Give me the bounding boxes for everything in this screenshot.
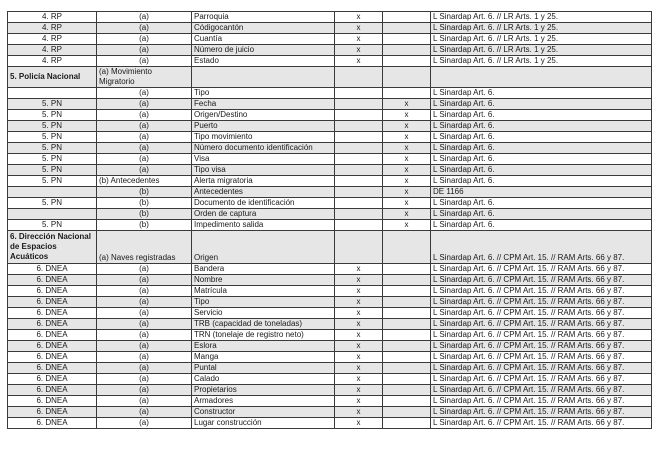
mark-cell-2 bbox=[383, 286, 431, 297]
table-row bbox=[8, 34, 652, 45]
table-row bbox=[8, 275, 652, 286]
subcategory-cell: (a) bbox=[97, 330, 192, 341]
institution-cell: 4. RP bbox=[8, 34, 97, 45]
mark-cell-2 bbox=[383, 319, 431, 330]
subcategory-cell: (a) bbox=[97, 143, 192, 154]
mark-cell-2: x bbox=[383, 110, 431, 121]
institution-cell: 5. PN bbox=[8, 110, 97, 121]
table-row bbox=[8, 374, 652, 385]
institution-cell: 5. PN bbox=[8, 143, 97, 154]
legal-basis-cell: L Sinardap Art. 6. // LR Arts. 1 y 25. bbox=[431, 12, 652, 23]
institution-cell: 6. DNEA bbox=[8, 363, 97, 374]
mark-cell-2 bbox=[383, 88, 431, 99]
field-name-cell: Puerto bbox=[192, 121, 335, 132]
legal-basis-cell: L Sinardap Art. 6. // CPM Art. 15. // RAM Arts. 66 y 87. bbox=[431, 330, 652, 341]
field-name-cell: Bandera bbox=[192, 264, 335, 275]
institution-cell: 6. DNEA bbox=[8, 374, 97, 385]
table-row bbox=[8, 165, 652, 176]
mark-cell-2 bbox=[383, 374, 431, 385]
legal-basis-cell: L Sinardap Art. 6. // LR Arts. 1 y 25. bbox=[431, 23, 652, 34]
subcategory-cell: (a) bbox=[97, 56, 192, 67]
mark-cell-1 bbox=[335, 165, 383, 176]
table-row bbox=[8, 396, 652, 407]
mark-cell-1 bbox=[335, 121, 383, 132]
field-name-cell: Tipo visa bbox=[192, 165, 335, 176]
field-name-cell: Origen bbox=[192, 231, 335, 264]
field-name-cell: Códigocantón bbox=[192, 23, 335, 34]
mark-cell-1 bbox=[335, 99, 383, 110]
institution-cell: 6. DNEA bbox=[8, 385, 97, 396]
mark-cell-2 bbox=[383, 56, 431, 67]
institution-cell: 6. DNEA bbox=[8, 418, 97, 429]
subcategory-cell: (a) Movimiento Migratorio bbox=[97, 67, 192, 88]
table-row bbox=[8, 45, 652, 56]
institution-cell: 6. DNEA bbox=[8, 407, 97, 418]
field-name-cell: Origen/Destino bbox=[192, 110, 335, 121]
subcategory-cell: (a) bbox=[97, 352, 192, 363]
mark-cell-1 bbox=[335, 187, 383, 198]
mark-cell-1: x bbox=[335, 330, 383, 341]
subcategory-cell: (a) Naves registradas bbox=[97, 231, 192, 264]
legal-basis-cell: L Sinardap Art. 6. // CPM Art. 15. // RAM Arts. 66 y 87. bbox=[431, 374, 652, 385]
table-row bbox=[8, 132, 652, 143]
subcategory-cell: (a) bbox=[97, 374, 192, 385]
institution-cell: 6. DNEA bbox=[8, 319, 97, 330]
mark-cell-2: x bbox=[383, 209, 431, 220]
table-row bbox=[8, 110, 652, 121]
legal-basis-cell: L Sinardap Art. 6. // CPM Art. 15. // RAM Arts. 66 y 87. bbox=[431, 418, 652, 429]
field-name-cell: Número documento identificación bbox=[192, 143, 335, 154]
institution-cell: 4. RP bbox=[8, 56, 97, 67]
field-name-cell bbox=[192, 67, 335, 88]
field-name-cell: Manga bbox=[192, 352, 335, 363]
field-name-cell: Puntal bbox=[192, 363, 335, 374]
mark-cell-2: x bbox=[383, 143, 431, 154]
table-row bbox=[8, 88, 652, 99]
legal-basis-cell: L Sinardap Art. 6. // CPM Art. 15. // RAM Arts. 66 y 87. bbox=[431, 275, 652, 286]
subcategory-cell: (a) bbox=[97, 34, 192, 45]
subcategory-cell: (a) bbox=[97, 341, 192, 352]
mark-cell-2: x bbox=[383, 220, 431, 231]
field-name-cell: Fecha bbox=[192, 99, 335, 110]
institution-cell: 5. PN bbox=[8, 176, 97, 187]
data-table bbox=[7, 11, 652, 429]
mark-cell-2 bbox=[383, 45, 431, 56]
field-name-cell: Tipo movimiento bbox=[192, 132, 335, 143]
table-row bbox=[8, 352, 652, 363]
table-row bbox=[8, 264, 652, 275]
legal-basis-cell: L Sinardap Art. 6. // CPM Art. 15. // RAM Arts. 66 y 87. bbox=[431, 341, 652, 352]
table-row bbox=[8, 319, 652, 330]
legal-basis-cell: L Sinardap Art. 6. bbox=[431, 165, 652, 176]
institution-cell: 6. DNEA bbox=[8, 275, 97, 286]
institution-cell: 6. DNEA bbox=[8, 341, 97, 352]
mark-cell-1: x bbox=[335, 56, 383, 67]
mark-cell-1: x bbox=[335, 286, 383, 297]
field-name-cell: Tipo bbox=[192, 297, 335, 308]
mark-cell-1 bbox=[335, 220, 383, 231]
field-name-cell: TRN (tonelaje de registro neto) bbox=[192, 330, 335, 341]
table-row bbox=[8, 330, 652, 341]
table-row bbox=[8, 99, 652, 110]
table-row bbox=[8, 143, 652, 154]
field-name-cell: Lugar construcción bbox=[192, 418, 335, 429]
field-name-cell: Eslora bbox=[192, 341, 335, 352]
table-row bbox=[8, 187, 652, 198]
legal-basis-cell: L Sinardap Art. 6. // CPM Art. 15. // RAM Arts. 66 y 87. bbox=[431, 396, 652, 407]
institution-cell: 5. PN bbox=[8, 121, 97, 132]
institution-cell: 4. RP bbox=[8, 45, 97, 56]
table-row bbox=[8, 407, 652, 418]
field-name-cell: TRB (capacidad de toneladas) bbox=[192, 319, 335, 330]
field-name-cell: Cuantía bbox=[192, 34, 335, 45]
institution-cell: 6. DNEA bbox=[8, 286, 97, 297]
table-row bbox=[8, 418, 652, 429]
mark-cell-1: x bbox=[335, 308, 383, 319]
mark-cell-2 bbox=[383, 418, 431, 429]
legal-basis-cell: L Sinardap Art. 6. // CPM Art. 15. // RAM Arts. 66 y 87. bbox=[431, 297, 652, 308]
table-row bbox=[8, 12, 652, 23]
subcategory-cell: (a) bbox=[97, 45, 192, 56]
mark-cell-2 bbox=[383, 23, 431, 34]
legal-basis-cell: L Sinardap Art. 6. // CPM Art. 15. // RAM Arts. 66 y 87. bbox=[431, 352, 652, 363]
table-row bbox=[8, 154, 652, 165]
mark-cell-1: x bbox=[335, 23, 383, 34]
institution-cell: 6. DNEA bbox=[8, 352, 97, 363]
legal-basis-cell: L Sinardap Art. 6. // CPM Art. 15. // RAM Arts. 66 y 87. bbox=[431, 231, 652, 264]
institution-cell: 5. PN bbox=[8, 165, 97, 176]
field-name-cell: Visa bbox=[192, 154, 335, 165]
institution-cell: 6. DNEA bbox=[8, 330, 97, 341]
legal-basis-cell: L Sinardap Art. 6. bbox=[431, 121, 652, 132]
mark-cell-1: x bbox=[335, 385, 383, 396]
mark-cell-2: x bbox=[383, 165, 431, 176]
subcategory-cell: (a) bbox=[97, 165, 192, 176]
institution-cell: 5. PN bbox=[8, 132, 97, 143]
mark-cell-1 bbox=[335, 198, 383, 209]
mark-cell-1: x bbox=[335, 363, 383, 374]
legal-basis-cell: L Sinardap Art. 6. // CPM Art. 15. // RAM Arts. 66 y 87. bbox=[431, 407, 652, 418]
subcategory-cell: (a) bbox=[97, 99, 192, 110]
field-name-cell: Propietarios bbox=[192, 385, 335, 396]
mark-cell-1: x bbox=[335, 34, 383, 45]
institution-cell: 5. Policía Nacional bbox=[8, 67, 97, 88]
legal-basis-cell: L Sinardap Art. 6. // CPM Art. 15. // RAM Arts. 66 y 87. bbox=[431, 319, 652, 330]
field-name-cell: Servicio bbox=[192, 308, 335, 319]
field-name-cell: Armadores bbox=[192, 396, 335, 407]
mark-cell-2 bbox=[383, 231, 431, 264]
mark-cell-1: x bbox=[335, 275, 383, 286]
field-name-cell: Estado bbox=[192, 56, 335, 67]
institution-cell: 5. PN bbox=[8, 198, 97, 209]
table-row bbox=[8, 209, 652, 220]
mark-cell-2 bbox=[383, 352, 431, 363]
subcategory-cell: (a) bbox=[97, 132, 192, 143]
legal-basis-cell: L Sinardap Art. 6. // LR Arts. 1 y 25. bbox=[431, 45, 652, 56]
mark-cell-1: x bbox=[335, 45, 383, 56]
mark-cell-1 bbox=[335, 143, 383, 154]
field-name-cell: Número de juicio bbox=[192, 45, 335, 56]
field-name-cell: Antecedentes bbox=[192, 187, 335, 198]
mark-cell-2 bbox=[383, 34, 431, 45]
legal-basis-cell: L Sinardap Art. 6. // CPM Art. 15. // RAM Arts. 66 y 87. bbox=[431, 286, 652, 297]
subcategory-cell: (a) bbox=[97, 308, 192, 319]
subcategory-cell: (a) bbox=[97, 154, 192, 165]
subcategory-cell: (a) bbox=[97, 396, 192, 407]
table-row bbox=[8, 121, 652, 132]
legal-basis-cell: L Sinardap Art. 6. bbox=[431, 154, 652, 165]
legal-basis-cell: DE 1166 bbox=[431, 187, 652, 198]
mark-cell-2 bbox=[383, 264, 431, 275]
mark-cell-1 bbox=[335, 110, 383, 121]
mark-cell-2: x bbox=[383, 198, 431, 209]
legal-basis-cell: L Sinardap Art. 6. bbox=[431, 220, 652, 231]
institution-cell: 5. PN bbox=[8, 99, 97, 110]
legal-basis-cell: L Sinardap Art. 6. // CPM Art. 15. // RAM Arts. 66 y 87. bbox=[431, 308, 652, 319]
subcategory-cell: (a) bbox=[97, 286, 192, 297]
mark-cell-1 bbox=[335, 88, 383, 99]
mark-cell-2: x bbox=[383, 99, 431, 110]
mark-cell-1: x bbox=[335, 297, 383, 308]
mark-cell-1: x bbox=[335, 407, 383, 418]
table-row bbox=[8, 23, 652, 34]
subcategory-cell: (a) bbox=[97, 363, 192, 374]
mark-cell-2 bbox=[383, 297, 431, 308]
subcategory-cell: (a) bbox=[97, 385, 192, 396]
legal-basis-cell: L Sinardap Art. 6. bbox=[431, 88, 652, 99]
field-name-cell: Nombre bbox=[192, 275, 335, 286]
mark-cell-1 bbox=[335, 154, 383, 165]
legal-basis-cell bbox=[431, 67, 652, 88]
legal-basis-cell: L Sinardap Art. 6. // CPM Art. 15. // RAM Arts. 66 y 87. bbox=[431, 264, 652, 275]
mark-cell-2 bbox=[383, 330, 431, 341]
institution-cell bbox=[8, 209, 97, 220]
subcategory-cell: (a) bbox=[97, 319, 192, 330]
mark-cell-1: x bbox=[335, 418, 383, 429]
subcategory-cell: (a) bbox=[97, 275, 192, 286]
legal-basis-cell: L Sinardap Art. 6. // LR Arts. 1 y 25. bbox=[431, 34, 652, 45]
mark-cell-1 bbox=[335, 132, 383, 143]
subcategory-cell: (b) bbox=[97, 220, 192, 231]
field-name-cell: Orden de captura bbox=[192, 209, 335, 220]
table-row bbox=[8, 308, 652, 319]
legal-basis-cell: L Sinardap Art. 6. // CPM Art. 15. // RAM Arts. 66 y 87. bbox=[431, 363, 652, 374]
field-name-cell: Documento de identificación bbox=[192, 198, 335, 209]
institution-cell: 6. DNEA bbox=[8, 264, 97, 275]
table-row bbox=[8, 385, 652, 396]
mark-cell-1: x bbox=[335, 374, 383, 385]
subcategory-cell: (a) bbox=[97, 23, 192, 34]
mark-cell-2 bbox=[383, 12, 431, 23]
field-name-cell: Calado bbox=[192, 374, 335, 385]
legal-basis-cell: L Sinardap Art. 6. bbox=[431, 143, 652, 154]
section-header-row bbox=[8, 67, 652, 88]
subcategory-cell: (a) bbox=[97, 264, 192, 275]
institution-cell: 5. PN bbox=[8, 220, 97, 231]
mark-cell-2: x bbox=[383, 121, 431, 132]
institution-cell bbox=[8, 88, 97, 99]
subcategory-cell: (a) bbox=[97, 12, 192, 23]
legal-basis-cell: L Sinardap Art. 6. bbox=[431, 176, 652, 187]
mark-cell-2 bbox=[383, 385, 431, 396]
legal-basis-cell: L Sinardap Art. 6. bbox=[431, 209, 652, 220]
legal-basis-cell: L Sinardap Art. 6. bbox=[431, 110, 652, 121]
table-row bbox=[8, 176, 652, 187]
field-name-cell: Impedimento salida bbox=[192, 220, 335, 231]
subcategory-cell: (a) bbox=[97, 407, 192, 418]
subcategory-cell: (b) bbox=[97, 187, 192, 198]
subcategory-cell: (a) bbox=[97, 110, 192, 121]
table-row bbox=[8, 198, 652, 209]
table-row bbox=[8, 220, 652, 231]
subcategory-cell: (b) bbox=[97, 209, 192, 220]
field-name-cell: Constructor bbox=[192, 407, 335, 418]
field-name-cell: Matrícula bbox=[192, 286, 335, 297]
institution-cell: 5. PN bbox=[8, 154, 97, 165]
mark-cell-2: x bbox=[383, 187, 431, 198]
mark-cell-1: x bbox=[335, 352, 383, 363]
institution-cell: 6. DNEA bbox=[8, 297, 97, 308]
subcategory-cell: (b) Antecedentes bbox=[97, 176, 192, 187]
mark-cell-2 bbox=[383, 67, 431, 88]
mark-cell-2 bbox=[383, 308, 431, 319]
mark-cell-1 bbox=[335, 176, 383, 187]
mark-cell-2 bbox=[383, 363, 431, 374]
subcategory-cell: (a) bbox=[97, 121, 192, 132]
table-row bbox=[8, 56, 652, 67]
mark-cell-1: x bbox=[335, 12, 383, 23]
legal-basis-cell: L Sinardap Art. 6. // LR Arts. 1 y 25. bbox=[431, 56, 652, 67]
mark-cell-1: x bbox=[335, 341, 383, 352]
institution-cell: 6. DNEA bbox=[8, 396, 97, 407]
mark-cell-2: x bbox=[383, 176, 431, 187]
table-row bbox=[8, 341, 652, 352]
section-header-row bbox=[8, 231, 652, 264]
field-name-cell: Tipo bbox=[192, 88, 335, 99]
mark-cell-2 bbox=[383, 407, 431, 418]
mark-cell-1: x bbox=[335, 264, 383, 275]
field-name-cell: Parroquia bbox=[192, 12, 335, 23]
legal-basis-cell: L Sinardap Art. 6. // CPM Art. 15. // RAM Arts. 66 y 87. bbox=[431, 385, 652, 396]
subcategory-cell: (a) bbox=[97, 297, 192, 308]
table-row bbox=[8, 286, 652, 297]
institution-cell: 6. Dirección Nacional de Espacios Acuáticos bbox=[8, 231, 97, 264]
institution-cell: 6. DNEA bbox=[8, 308, 97, 319]
institution-cell: 4. RP bbox=[8, 12, 97, 23]
institution-cell bbox=[8, 187, 97, 198]
legal-basis-cell: L Sinardap Art. 6. bbox=[431, 132, 652, 143]
mark-cell-1 bbox=[335, 209, 383, 220]
mark-cell-1 bbox=[335, 231, 383, 264]
subcategory-cell: (b) bbox=[97, 198, 192, 209]
field-name-cell: Alerta migratoria bbox=[192, 176, 335, 187]
mark-cell-1: x bbox=[335, 319, 383, 330]
mark-cell-1 bbox=[335, 67, 383, 88]
institution-cell: 4. RP bbox=[8, 23, 97, 34]
mark-cell-2 bbox=[383, 396, 431, 407]
subcategory-cell: (a) bbox=[97, 418, 192, 429]
table-row bbox=[8, 363, 652, 374]
table-body bbox=[8, 12, 652, 429]
mark-cell-2: x bbox=[383, 132, 431, 143]
mark-cell-2 bbox=[383, 341, 431, 352]
mark-cell-1: x bbox=[335, 396, 383, 407]
mark-cell-2: x bbox=[383, 154, 431, 165]
legal-basis-cell: L Sinardap Art. 6. bbox=[431, 198, 652, 209]
mark-cell-2 bbox=[383, 275, 431, 286]
table-row bbox=[8, 297, 652, 308]
subcategory-cell: (a) bbox=[97, 88, 192, 99]
legal-basis-cell: L Sinardap Art. 6. bbox=[431, 99, 652, 110]
